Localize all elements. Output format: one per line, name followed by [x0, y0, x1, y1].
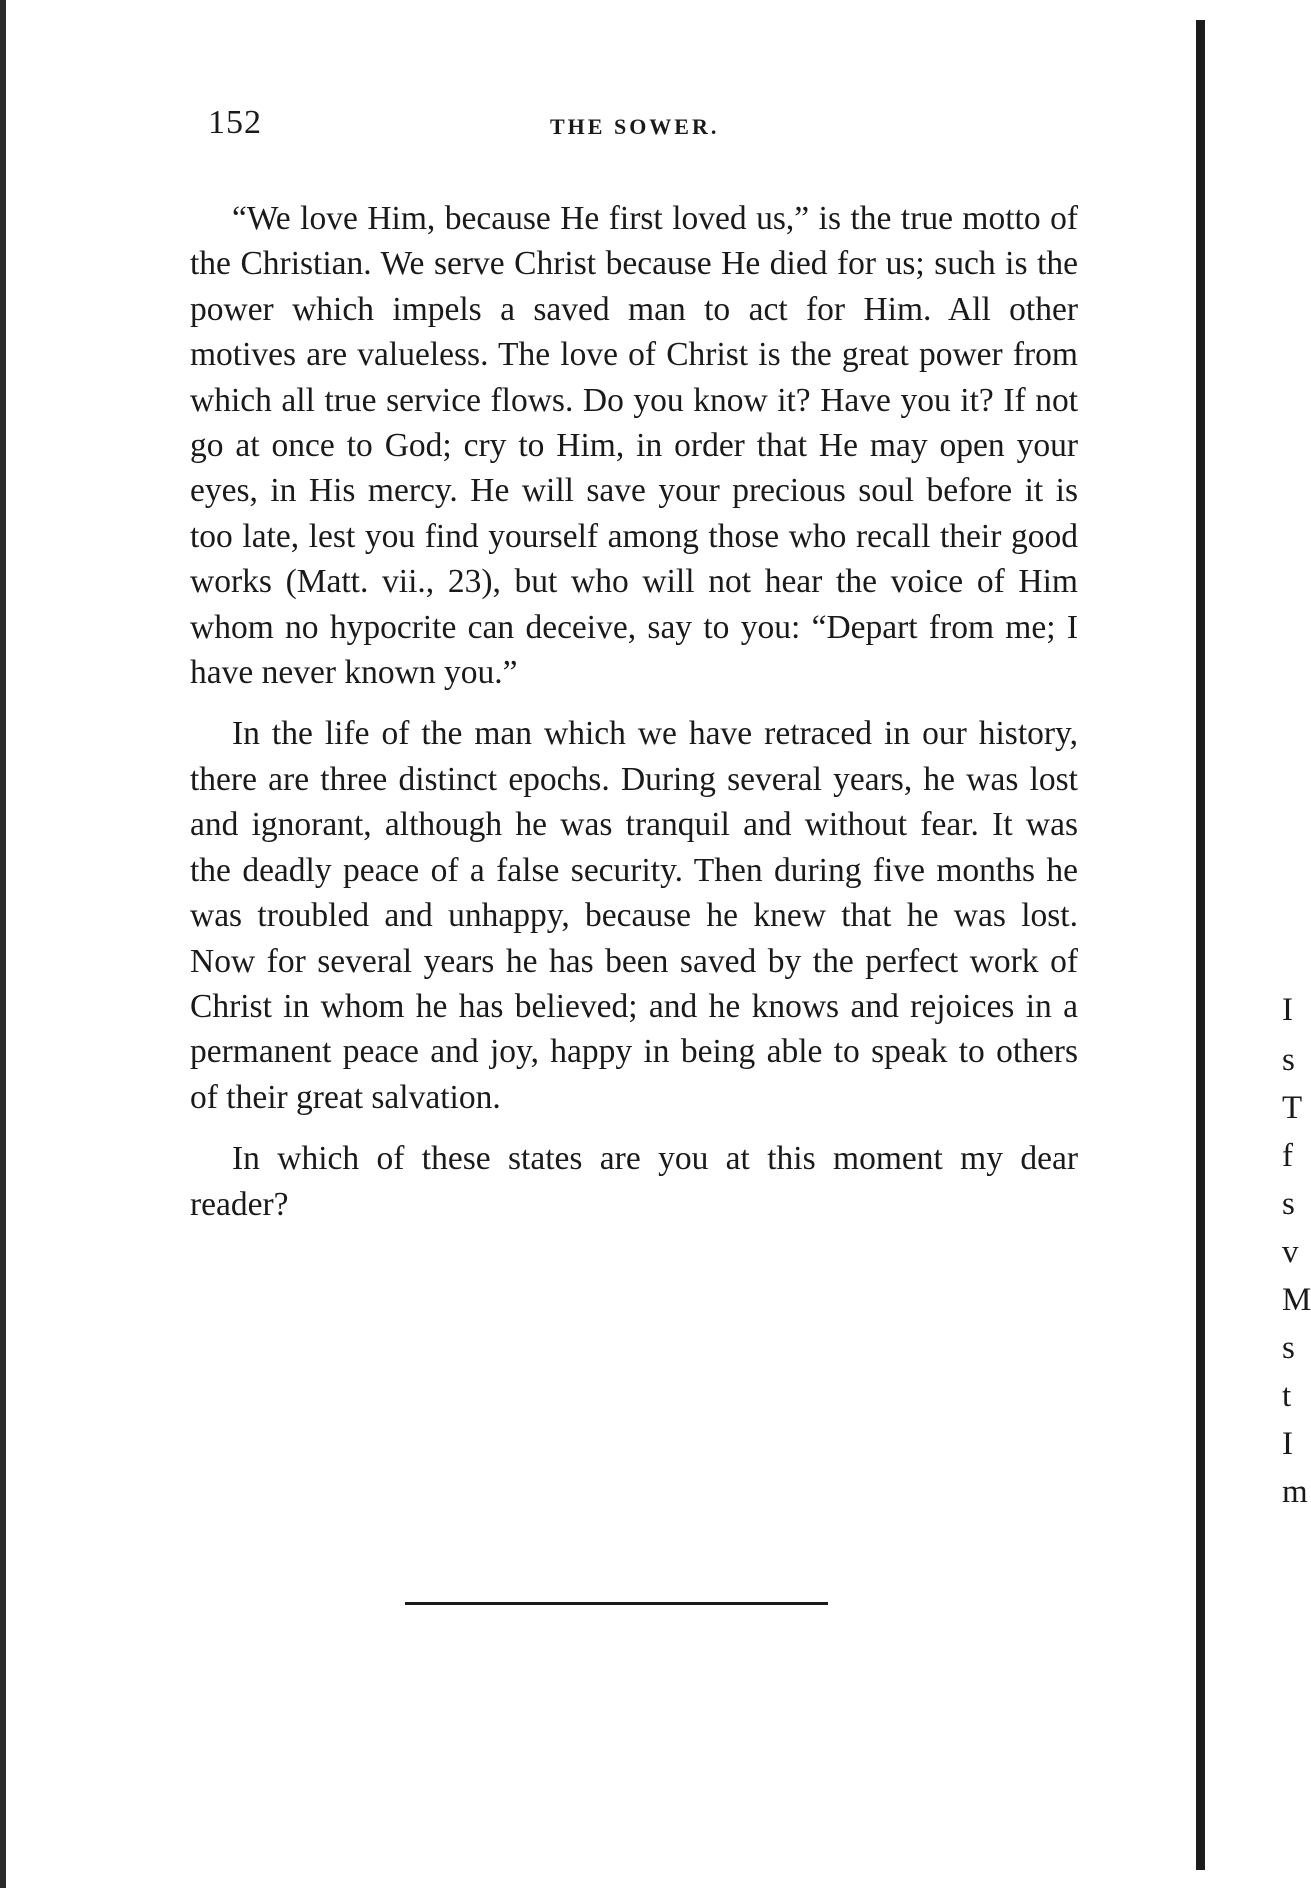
- paragraph: “We love Him, because He first loved us,” is the true motto of the Christian. We serve Christ because He died for us; such is the power which impels a saved man to act for Him. All other motives are valueless. The love of Christ is the great power from which all true service flows. Do you know it? Have you it? If not go at once to God; cry to Him, in order that He may open your eyes, in His mercy. He will save your precious soul before it is too late, lest you find yourself among those who recall their good works (Matt. vii., 23), but who will not hear the voice of Him whom no hypocrite can deceive, say to you: “Depart from me; I have never known you.”: [190, 200, 1078, 692]
- next-page-fragment: T: [1282, 1090, 1303, 1126]
- next-page-fragment: v: [1282, 1234, 1299, 1270]
- next-page-edge: [1272, 0, 1311, 1888]
- body-text: [190, 196, 1078, 1243]
- running-head: THE SOWER.: [550, 114, 720, 139]
- next-page-fragment: I: [1282, 992, 1293, 1028]
- next-page-fragment: I: [1282, 1426, 1293, 1462]
- next-page-fragment: s: [1282, 1330, 1295, 1366]
- paragraph: In the life of the man which we have retraced in our history, there are three distinct epochs. During several years, he was lost and ignorant, although he was tranquil and without fear. It was the deadly peace of a false security. Then during five months he was troubled and unhappy, because he knew that he was lost. Now for several years he has been saved by the perfect work of Christ in whom he has believed; and he knows and rejoices in a permanent peace and joy, happy in being able to speak to others of their great salvation.: [190, 715, 1078, 1116]
- next-page-fragment: M: [1282, 1282, 1311, 1318]
- book-spine-shadow: [1196, 20, 1205, 1870]
- next-page-fragment: s: [1282, 1186, 1295, 1222]
- page-header: [208, 104, 1078, 148]
- end-rule: [405, 1602, 828, 1605]
- next-page-fragment: t: [1282, 1378, 1292, 1414]
- next-page-fragment: f: [1282, 1138, 1293, 1174]
- paragraph: In which of these states are you at this moment my dear reader?: [190, 1140, 1078, 1223]
- page-number: 152: [208, 104, 262, 141]
- left-page-edge: [0, 0, 6, 1888]
- next-page-fragment: s: [1282, 1042, 1295, 1078]
- next-page-fragment: m: [1282, 1474, 1308, 1510]
